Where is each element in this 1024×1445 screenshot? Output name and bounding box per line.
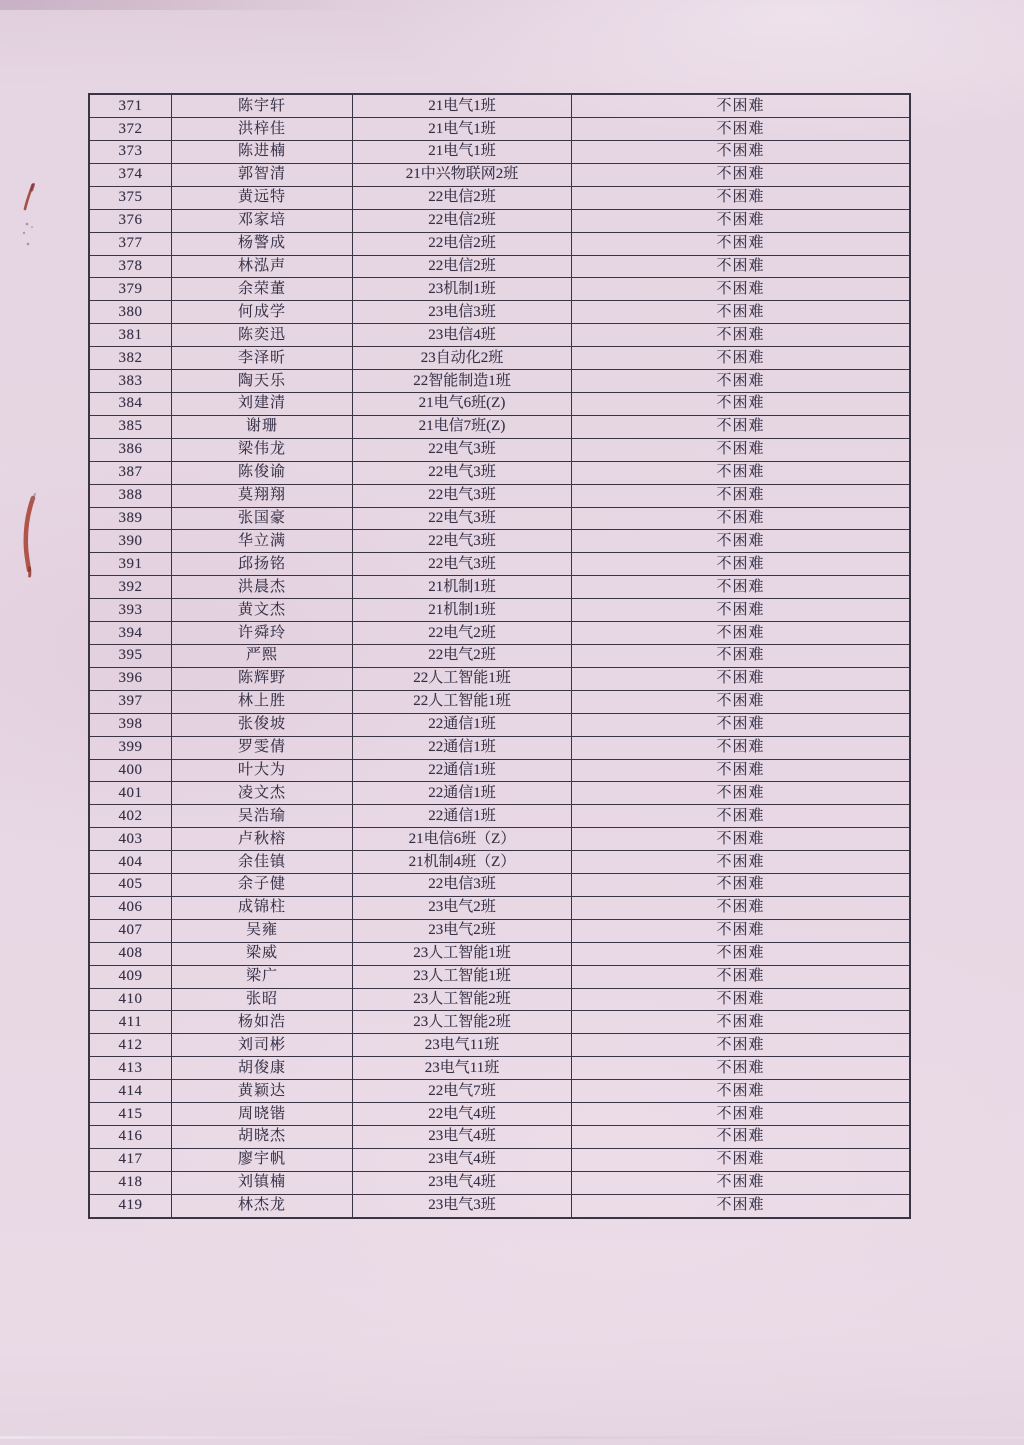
class-name-cell: 22电信2班 (353, 232, 572, 255)
row-number-cell: 412 (89, 1034, 172, 1057)
class-name-cell: 23电气3班 (353, 1194, 572, 1218)
status-cell: 不困难 (572, 896, 911, 919)
table-row (89, 141, 910, 164)
table-row (89, 278, 910, 301)
row-number-cell: 376 (89, 209, 172, 232)
class-name-cell: 22通信1班 (353, 713, 572, 736)
class-name-cell: 22电信3班 (353, 874, 572, 897)
table-row (89, 782, 910, 805)
student-name-cell: 杨如浩 (172, 1011, 353, 1034)
class-name-cell: 22电气4班 (353, 1103, 572, 1126)
table-row (89, 209, 910, 232)
class-name-cell: 21机制1班 (353, 599, 572, 622)
class-name-cell: 21中兴物联网2班 (353, 163, 572, 186)
row-number-cell: 395 (89, 644, 172, 667)
table-row (89, 507, 910, 530)
student-name-cell: 林泓声 (172, 255, 353, 278)
row-number-cell: 401 (89, 782, 172, 805)
row-number-cell: 373 (89, 141, 172, 164)
status-cell: 不困难 (572, 919, 911, 942)
class-name-cell: 21电气6班(Z) (353, 393, 572, 416)
student-name-cell: 洪梓佳 (172, 118, 353, 141)
row-number-cell: 400 (89, 759, 172, 782)
table-row (89, 599, 910, 622)
row-number-cell: 397 (89, 690, 172, 713)
table-row (89, 1103, 910, 1126)
row-number-cell: 404 (89, 851, 172, 874)
student-name-cell: 梁伟龙 (172, 438, 353, 461)
status-cell: 不困难 (572, 644, 911, 667)
class-name-cell: 22电气2班 (353, 644, 572, 667)
table-row (89, 232, 910, 255)
student-name-cell: 莫翔翔 (172, 484, 353, 507)
table-row (89, 553, 910, 576)
table-row (89, 736, 910, 759)
student-name-cell: 张俊坡 (172, 713, 353, 736)
status-cell: 不困难 (572, 988, 911, 1011)
student-name-cell: 陈辉野 (172, 667, 353, 690)
status-cell: 不困难 (572, 874, 911, 897)
status-cell: 不困难 (572, 1011, 911, 1034)
table-row (89, 1057, 910, 1080)
student-table-body (89, 94, 910, 1218)
status-cell: 不困难 (572, 553, 911, 576)
status-cell: 不困难 (572, 1103, 911, 1126)
status-cell: 不困难 (572, 1080, 911, 1103)
student-name-cell: 廖宇帆 (172, 1148, 353, 1171)
table-row (89, 186, 910, 209)
table-row (89, 347, 910, 370)
status-cell: 不困难 (572, 530, 911, 553)
student-name-cell: 严熙 (172, 644, 353, 667)
student-name-cell: 罗雯倩 (172, 736, 353, 759)
table-row (89, 942, 910, 965)
class-name-cell: 21电气1班 (353, 118, 572, 141)
table-row (89, 965, 910, 988)
row-number-cell: 419 (89, 1194, 172, 1218)
class-name-cell: 23电气2班 (353, 896, 572, 919)
status-cell: 不困难 (572, 965, 911, 988)
student-name-cell: 胡晓杰 (172, 1126, 353, 1149)
status-cell: 不困难 (572, 255, 911, 278)
class-name-cell: 22电气3班 (353, 484, 572, 507)
class-name-cell: 23人工智能2班 (353, 1011, 572, 1034)
row-number-cell: 379 (89, 278, 172, 301)
student-name-cell: 邓家培 (172, 209, 353, 232)
class-name-cell: 21机制1班 (353, 576, 572, 599)
class-name-cell: 23电气4班 (353, 1171, 572, 1194)
student-name-cell: 胡俊康 (172, 1057, 353, 1080)
table-row (89, 94, 910, 118)
class-name-cell: 22通信1班 (353, 736, 572, 759)
row-number-cell: 418 (89, 1171, 172, 1194)
row-number-cell: 402 (89, 805, 172, 828)
row-number-cell: 413 (89, 1057, 172, 1080)
status-cell: 不困难 (572, 438, 911, 461)
row-number-cell: 385 (89, 415, 172, 438)
row-number-cell: 409 (89, 965, 172, 988)
row-number-cell: 392 (89, 576, 172, 599)
table-row (89, 415, 910, 438)
red-pen-dots-mark (18, 220, 40, 250)
student-name-cell: 叶大为 (172, 759, 353, 782)
row-number-cell: 383 (89, 370, 172, 393)
class-name-cell: 22智能制造1班 (353, 370, 572, 393)
student-name-cell: 李泽昕 (172, 347, 353, 370)
row-number-cell: 411 (89, 1011, 172, 1034)
row-number-cell: 410 (89, 988, 172, 1011)
table-row (89, 759, 910, 782)
student-name-cell: 洪晨杰 (172, 576, 353, 599)
status-cell: 不困难 (572, 347, 911, 370)
table-row (89, 1011, 910, 1034)
student-name-cell: 余荣董 (172, 278, 353, 301)
class-name-cell: 22电气3班 (353, 530, 572, 553)
status-cell: 不困难 (572, 736, 911, 759)
table-row (89, 1171, 910, 1194)
class-name-cell: 23电信4班 (353, 324, 572, 347)
row-number-cell: 382 (89, 347, 172, 370)
row-number-cell: 387 (89, 461, 172, 484)
status-cell: 不困难 (572, 690, 911, 713)
status-cell: 不困难 (572, 484, 911, 507)
table-row (89, 713, 910, 736)
student-name-cell: 林杰龙 (172, 1194, 353, 1218)
row-number-cell: 414 (89, 1080, 172, 1103)
status-cell: 不困难 (572, 1171, 911, 1194)
class-name-cell: 23电气4班 (353, 1126, 572, 1149)
student-name-cell: 陈进楠 (172, 141, 353, 164)
row-number-cell: 384 (89, 393, 172, 416)
table-row (89, 438, 910, 461)
class-name-cell: 21电气1班 (353, 94, 572, 118)
student-name-cell: 凌文杰 (172, 782, 353, 805)
class-name-cell: 23机制1班 (353, 278, 572, 301)
row-number-cell: 371 (89, 94, 172, 118)
class-name-cell: 21电信6班（Z） (353, 828, 572, 851)
table-row (89, 988, 910, 1011)
table-row (89, 690, 910, 713)
row-number-cell: 372 (89, 118, 172, 141)
student-name-cell: 何成学 (172, 301, 353, 324)
status-cell: 不困难 (572, 118, 911, 141)
status-cell: 不困难 (572, 370, 911, 393)
class-name-cell: 22电气3班 (353, 438, 572, 461)
table-row (89, 919, 910, 942)
student-name-cell: 郭智清 (172, 163, 353, 186)
student-name-cell: 梁广 (172, 965, 353, 988)
status-cell: 不困难 (572, 1034, 911, 1057)
table-row (89, 1194, 910, 1218)
row-number-cell: 389 (89, 507, 172, 530)
table-row (89, 301, 910, 324)
status-cell: 不困难 (572, 278, 911, 301)
row-number-cell: 391 (89, 553, 172, 576)
status-cell: 不困难 (572, 141, 911, 164)
class-name-cell: 22电气3班 (353, 553, 572, 576)
class-name-cell: 22通信1班 (353, 782, 572, 805)
student-name-cell: 吴雍 (172, 919, 353, 942)
status-cell: 不困难 (572, 759, 911, 782)
table-row (89, 163, 910, 186)
table-row (89, 828, 910, 851)
table-row (89, 1148, 910, 1171)
row-number-cell: 407 (89, 919, 172, 942)
class-name-cell: 22电气3班 (353, 507, 572, 530)
class-name-cell: 22电信2班 (353, 255, 572, 278)
class-name-cell: 23自动化2班 (353, 347, 572, 370)
row-number-cell: 398 (89, 713, 172, 736)
class-name-cell: 22人工智能1班 (353, 690, 572, 713)
class-name-cell: 23电信3班 (353, 301, 572, 324)
row-number-cell: 415 (89, 1103, 172, 1126)
status-cell: 不困难 (572, 576, 911, 599)
table-row (89, 667, 910, 690)
student-name-cell: 谢珊 (172, 415, 353, 438)
row-number-cell: 403 (89, 828, 172, 851)
status-cell: 不困难 (572, 667, 911, 690)
class-name-cell: 22通信1班 (353, 759, 572, 782)
student-name-cell: 梁威 (172, 942, 353, 965)
status-cell: 不困难 (572, 324, 911, 347)
class-name-cell: 22人工智能1班 (353, 667, 572, 690)
status-cell: 不困难 (572, 805, 911, 828)
class-name-cell: 23电气4班 (353, 1148, 572, 1171)
table-row (89, 874, 910, 897)
row-number-cell: 381 (89, 324, 172, 347)
table-row (89, 393, 910, 416)
status-cell: 不困难 (572, 1126, 911, 1149)
row-number-cell: 417 (89, 1148, 172, 1171)
status-cell: 不困难 (572, 828, 911, 851)
class-name-cell: 23人工智能1班 (353, 965, 572, 988)
class-name-cell: 23电气11班 (353, 1057, 572, 1080)
table-row (89, 1080, 910, 1103)
class-name-cell: 23人工智能2班 (353, 988, 572, 1011)
status-cell: 不困难 (572, 209, 911, 232)
student-name-cell: 张昭 (172, 988, 353, 1011)
status-cell: 不困难 (572, 851, 911, 874)
student-name-cell: 黄远特 (172, 186, 353, 209)
row-number-cell: 378 (89, 255, 172, 278)
status-cell: 不困难 (572, 415, 911, 438)
row-number-cell: 394 (89, 622, 172, 645)
table-row (89, 324, 910, 347)
class-name-cell: 22电气3班 (353, 461, 572, 484)
row-number-cell: 416 (89, 1126, 172, 1149)
table-row (89, 896, 910, 919)
red-pen-stroke-mark (16, 490, 44, 580)
table-row (89, 484, 910, 507)
table-row (89, 644, 910, 667)
student-name-cell: 陈俊谕 (172, 461, 353, 484)
table-row (89, 622, 910, 645)
row-number-cell: 375 (89, 186, 172, 209)
table-row (89, 1126, 910, 1149)
class-name-cell: 21机制4班（Z） (353, 851, 572, 874)
class-name-cell: 21电气1班 (353, 141, 572, 164)
status-cell: 不困难 (572, 1148, 911, 1171)
student-name-cell: 周晓锴 (172, 1103, 353, 1126)
student-name-cell: 余子健 (172, 874, 353, 897)
class-name-cell: 22通信1班 (353, 805, 572, 828)
student-name-cell: 陈宇轩 (172, 94, 353, 118)
status-cell: 不困难 (572, 301, 911, 324)
status-cell: 不困难 (572, 622, 911, 645)
table-row (89, 461, 910, 484)
row-number-cell: 396 (89, 667, 172, 690)
row-number-cell: 388 (89, 484, 172, 507)
status-cell: 不困难 (572, 942, 911, 965)
student-name-cell: 成锦柱 (172, 896, 353, 919)
status-cell: 不困难 (572, 507, 911, 530)
student-name-cell: 黄文杰 (172, 599, 353, 622)
student-name-cell: 华立满 (172, 530, 353, 553)
status-cell: 不困难 (572, 1057, 911, 1080)
student-name-cell: 邱扬铭 (172, 553, 353, 576)
student-name-cell: 杨警成 (172, 232, 353, 255)
status-cell: 不困难 (572, 599, 911, 622)
table-row (89, 530, 910, 553)
student-name-cell: 许舜玲 (172, 622, 353, 645)
student-name-cell: 刘镇楠 (172, 1171, 353, 1194)
row-number-cell: 390 (89, 530, 172, 553)
row-number-cell: 377 (89, 232, 172, 255)
status-cell: 不困难 (572, 94, 911, 118)
row-number-cell: 374 (89, 163, 172, 186)
status-cell: 不困难 (572, 163, 911, 186)
student-name-cell: 黄颖达 (172, 1080, 353, 1103)
row-number-cell: 393 (89, 599, 172, 622)
status-cell: 不困难 (572, 186, 911, 209)
status-cell: 不困难 (572, 782, 911, 805)
table-row (89, 370, 910, 393)
class-name-cell: 21电信7班(Z) (353, 415, 572, 438)
row-number-cell: 406 (89, 896, 172, 919)
table-row (89, 805, 910, 828)
row-number-cell: 399 (89, 736, 172, 759)
table-row (89, 851, 910, 874)
status-cell: 不困难 (572, 461, 911, 484)
status-cell: 不困难 (572, 1194, 911, 1218)
table-row (89, 576, 910, 599)
class-name-cell: 23电气2班 (353, 919, 572, 942)
student-name-cell: 张国豪 (172, 507, 353, 530)
student-name-cell: 陶天乐 (172, 370, 353, 393)
class-name-cell: 23电气11班 (353, 1034, 572, 1057)
student-name-cell: 林上胜 (172, 690, 353, 713)
class-name-cell: 22电信2班 (353, 186, 572, 209)
row-number-cell: 386 (89, 438, 172, 461)
student-name-cell: 刘司彬 (172, 1034, 353, 1057)
status-cell: 不困难 (572, 232, 911, 255)
student-name-cell: 吴浩瑜 (172, 805, 353, 828)
row-number-cell: 405 (89, 874, 172, 897)
red-pen-slash-mark (18, 182, 42, 214)
row-number-cell: 380 (89, 301, 172, 324)
student-name-cell: 余佳镇 (172, 851, 353, 874)
student-name-cell: 刘建清 (172, 393, 353, 416)
row-number-cell: 408 (89, 942, 172, 965)
status-cell: 不困难 (572, 713, 911, 736)
class-name-cell: 22电气7班 (353, 1080, 572, 1103)
student-name-cell: 卢秋榕 (172, 828, 353, 851)
status-cell: 不困难 (572, 393, 911, 416)
table-row (89, 1034, 910, 1057)
class-name-cell: 23人工智能1班 (353, 942, 572, 965)
student-name-cell: 陈奕迅 (172, 324, 353, 347)
table-row (89, 118, 910, 141)
class-name-cell: 22电信2班 (353, 209, 572, 232)
table-row (89, 255, 910, 278)
student-status-table (88, 93, 911, 1219)
class-name-cell: 22电气2班 (353, 622, 572, 645)
